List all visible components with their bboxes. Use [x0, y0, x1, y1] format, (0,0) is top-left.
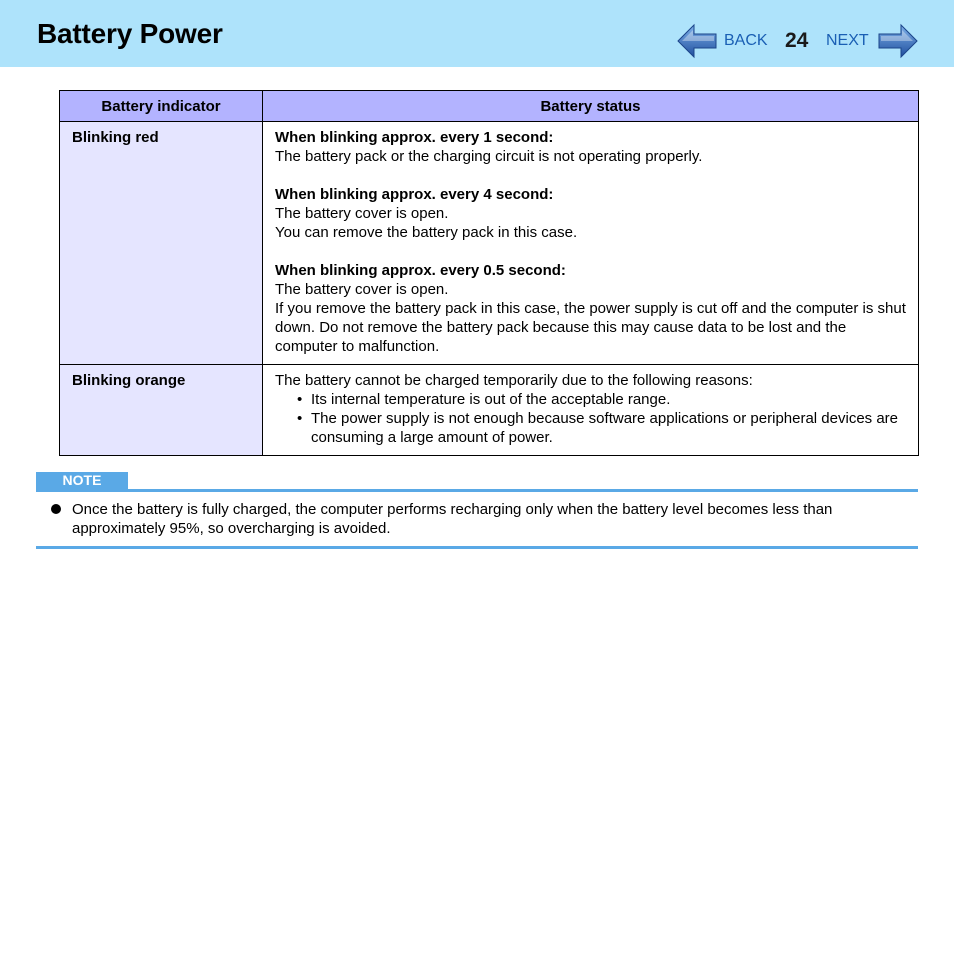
back-link[interactable]: BACK	[724, 32, 768, 49]
status-text: The battery pack or the charging circuit is not operating properly.	[275, 148, 703, 165]
table-row	[60, 122, 919, 365]
status-text: The battery cannot be charged temporarily due to the following reasons:	[275, 372, 753, 389]
status-heading: When blinking approx. every 4 second:	[275, 186, 554, 203]
status-heading: When blinking approx. every 0.5 second:	[275, 262, 566, 279]
status-cell	[263, 365, 919, 456]
status-text: You can remove the battery pack in this case.	[275, 224, 578, 241]
status-text: The battery cover is open.	[275, 205, 449, 222]
note-divider-bottom	[36, 546, 918, 549]
battery-indicator-table	[59, 90, 919, 456]
status-heading: When blinking approx. every 1 second:	[275, 129, 554, 146]
status-cell	[263, 122, 919, 365]
reason-list	[275, 390, 906, 447]
indicator-cell: Blinking orange	[60, 365, 263, 456]
column-header-status: Battery status	[263, 91, 919, 122]
page-number: 24	[785, 29, 809, 52]
page-navigation	[0, 0, 954, 67]
note-text: Once the battery is fully charged, the computer performs recharging only when the battery level becomes less than approximately 95%, so overcharging is avoided.	[72, 501, 833, 537]
status-text: If you remove the battery pack in this case, the power supply is cut off and the computer is shut down. Do not remove the battery pack because this may cause data to be lost and the computer to malfunction.	[275, 300, 906, 355]
next-link[interactable]: NEXT	[826, 32, 869, 49]
list-item: • The power supply is not enough because software applications or peripheral devices are consuming a large amount of power.	[311, 409, 906, 447]
note-body	[36, 500, 918, 538]
indicator-cell: Blinking red	[60, 122, 263, 365]
bullet-icon	[51, 504, 61, 514]
page-title: Battery Power	[37, 18, 223, 49]
status-text: The battery cover is open.	[275, 281, 449, 298]
note-label: NOTE	[36, 472, 128, 489]
table-row	[60, 365, 919, 456]
page-header	[0, 0, 954, 67]
next-arrow-icon[interactable]	[877, 23, 919, 59]
note-divider-top	[36, 489, 918, 492]
column-header-indicator: Battery indicator	[60, 91, 263, 122]
list-item: • Its internal temperature is out of the acceptable range.	[311, 390, 906, 409]
back-arrow-icon[interactable]	[676, 23, 718, 59]
table-header-row	[60, 91, 919, 122]
